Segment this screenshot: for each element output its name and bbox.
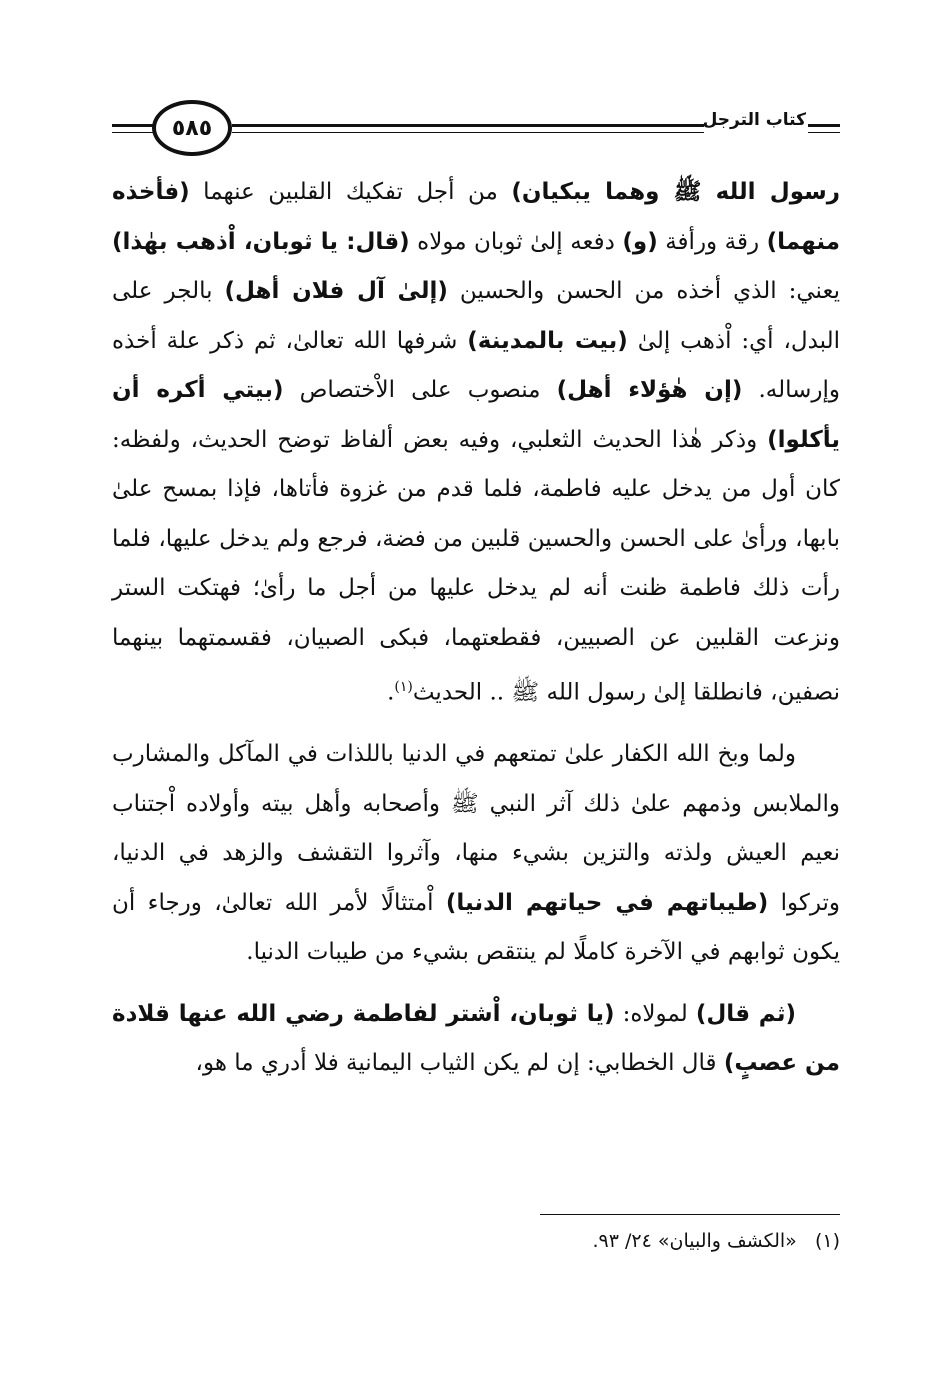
- hadith-quote: (إن هٰؤلاء أهل): [556, 377, 743, 403]
- paragraph: [112, 168, 840, 718]
- hadith-quote: رسول الله ﷺ وهما يبكيان): [511, 179, 841, 205]
- book-title: كتاب الترجل: [702, 110, 806, 130]
- hadith-quote: (يا ثوبان، اْشتر لفاطمة رضي الله عنها قلادة من عصبٍ): [112, 1000, 840, 1077]
- footnote-text: «الكشف والبيان» ٢٤/ ٩٣.: [592, 1230, 797, 1252]
- page-number-badge: ٥٨٥: [152, 100, 232, 156]
- header-rule-middle-thick: [232, 124, 704, 127]
- hadith-quote: (قال: يا ثوبان، اْذهب بهٰذا): [112, 228, 410, 255]
- commentary-text: .: [387, 679, 395, 706]
- footnote-marker: (١): [814, 1230, 840, 1252]
- footnote: [112, 1226, 840, 1256]
- header-rule-left-thin: [112, 132, 154, 133]
- hadith-quote: (فأخذه منهما): [112, 179, 841, 255]
- commentary-text: يعني: الذي أخذه من الحسن والحسين: [447, 278, 840, 304]
- commentary-text: منصوب على الاْختصاص: [283, 377, 557, 403]
- commentary-text: بالجر على البدل، أي: اْذهب إلىٰ: [112, 278, 840, 354]
- commentary-text: شرفها الله تعالىٰ، ثم ذكر علة أخذه وإرساله.: [112, 327, 840, 403]
- header-rule-right-thin: [808, 132, 840, 133]
- footnote-separator: [540, 1214, 840, 1215]
- commentary-text: رقة ورأفة: [657, 228, 767, 255]
- commentary-text: دفعه إلىٰ ثوبان مولاه: [409, 228, 623, 255]
- hadith-quote: (بيت بالمدينة): [467, 327, 628, 354]
- hadith-quote: (ثم قال): [695, 1000, 796, 1027]
- commentary-text: وذكر هٰذا الحديث الثعلبي، وفيه بعض ألفاظ توضح الحديث، ولفظه: كان أول من يدخل عليه فاطمة، فلما قدم من غزوة فأتاها، فإذا بمسح علىٰ بابها، ورأىٰ على الحسن والحسين قلبين من فضة، فرجع ولم يدخل عليها، فلما رأت ذلك فاطمة ظنت أنه لم يدخل عليها من أجل ما رأىٰ؛ فهتكت الستر ونزعت القلبين عن الصبيين، فقطعتهما، فبكى الصبيان، فقسمتهما بينهما نصفين، فانطلقا إلىٰ رسول الله ﷺ .. الحديث: [112, 426, 840, 706]
- commentary-text: قال الخطابي: إن لم يكن الثياب اليمانية فلا أدري ما هو،: [195, 1050, 724, 1077]
- hadith-quote: (بيتي أكره أن يأكلوا): [112, 377, 840, 453]
- paragraph: [112, 730, 840, 978]
- hadith-quote: (طيباتهم في حياتهم الدنيا): [445, 889, 769, 916]
- paragraph: [112, 990, 840, 1089]
- footnote-reference: (١): [394, 679, 413, 695]
- commentary-text: من أجل تفكيك القلبين عنهما: [189, 179, 512, 205]
- running-header: [112, 96, 840, 160]
- commentary-text: اْمتثالًا لأمر الله تعالىٰ، ورجاء أن يكون ثوابهم في الآخرة كاملًا لم ينتقص بشيء من طيبات الدنيا.: [112, 889, 840, 966]
- hadith-quote: (و): [622, 228, 658, 255]
- header-rule-right-thick: [808, 124, 840, 127]
- commentary-text: لمولاه:: [614, 1000, 696, 1027]
- header-rule-middle-thin: [232, 132, 704, 133]
- hadith-quote: (إلىٰ آل فلان أهل): [224, 278, 448, 304]
- header-rule-left-thick: [112, 124, 154, 127]
- main-text: [112, 168, 840, 1089]
- commentary-text: ولما وبخ الله الكفار علىٰ تمتعهم في الدنيا باللذات في المآكل والمشارب والملابس وذمهم علىٰ ذلك آثر النبي ﷺ وأصحابه وأهل بيته وأولاده اْجتناب نعيم العيش ولذته والتزين بشيء منها، وآثروا التقشف والزهد في الدنيا، وتركوا: [112, 741, 841, 916]
